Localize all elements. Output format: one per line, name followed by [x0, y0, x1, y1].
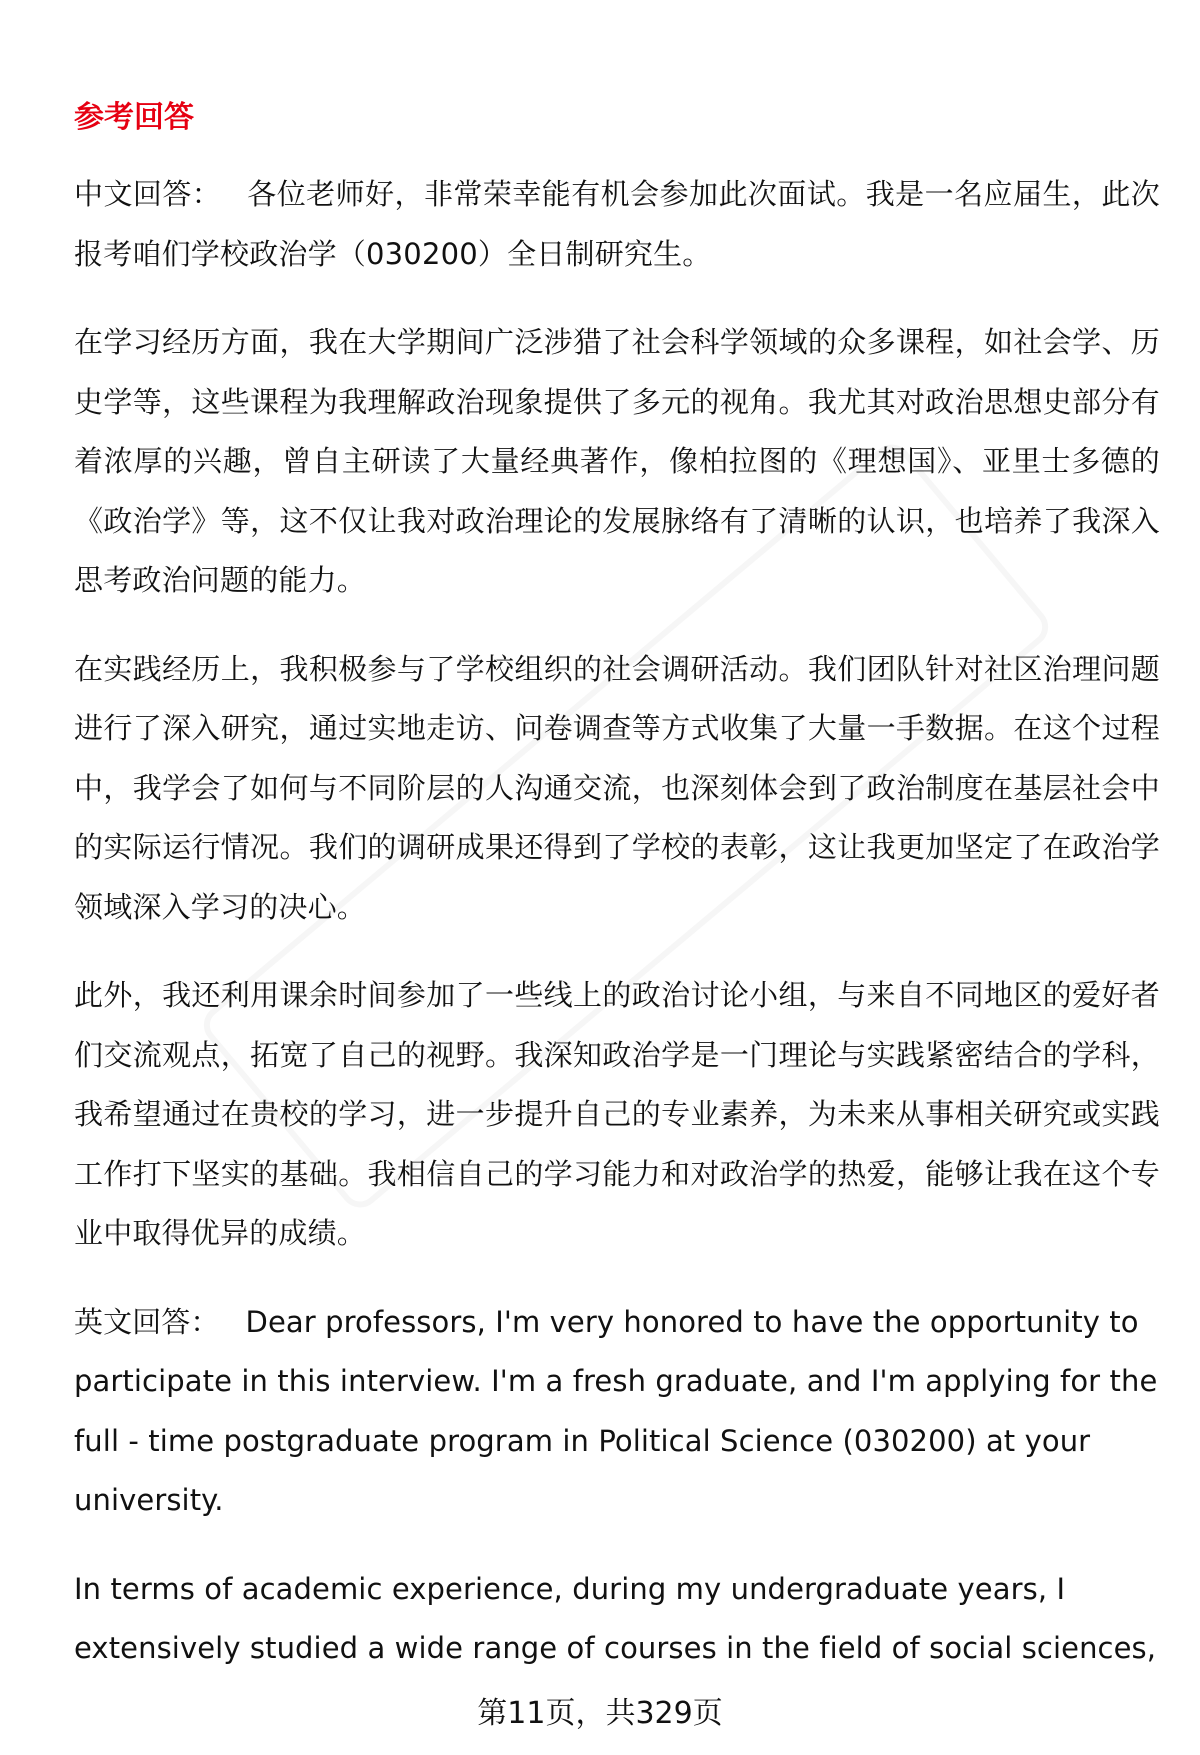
page-number-footer: 第11页，共329页: [477, 1696, 723, 1731]
paragraph-practical-experience: 在实践经历上，我积极参与了学校组织的社会调研活动。我们团队针对社区治理问题进行了深入研究，通过实地走访、问卷调查等方式收集了大量一手数据。在这个过程中，我学会了如何与不同阶层的人沟通交流，也深刻体会到了政治制度在基层社会中的实际运行情况。我们的调研成果还得到了学校的表彰，这让我更加坚定了在政治学领域深入学习的决心。: [74, 651, 1160, 924]
paragraph-chinese-intro: [74, 165, 1160, 284]
page-content: [74, 95, 1160, 1708]
chinese-intro-text: 各位老师好，非常荣幸能有机会参加此次面试。我是一名应届生，此次报考咱们学校政治学（030200）全日制研究生。: [74, 177, 1160, 271]
chinese-answer-label: 中文回答：: [74, 177, 222, 211]
english-intro-text: Dear professors, I'm very honored to have the opportunity to participate in this interview. I'm a fresh graduate, and I'm applying for the full - time postgraduate program in Political Science (030200) at your university.: [74, 1304, 1158, 1517]
paragraph-english-intro: [74, 1293, 1160, 1531]
paragraph-academic-experience: 在学习经历方面，我在大学期间广泛涉猎了社会科学领域的众多课程，如社会学、历史学等，这些课程为我理解政治现象提供了多元的视角。我尤其对政治思想史部分有着浓厚的兴趣，曾自主研读了大量经典著作，像柏拉图的《理想国》、亚里士多德的《政治学》等，这不仅让我对政治理论的发展脉络有了清晰的认识，也培养了我深入思考政治问题的能力。: [74, 325, 1160, 597]
paragraph-additional: 此外，我还利用课余时间参加了一些线上的政治讨论小组，与来自不同地区的爱好者们交流观点，拓宽了自己的视野。我深知政治学是一门理论与实践紧密结合的学科，我希望通过在贵校的学习，进一步提升自己的专业素养，为未来从事相关研究或实践工作打下坚实的基础。我相信自己的学习能力和对政治学的热爱，能够让我在这个专业中取得优异的成绩。: [74, 978, 1160, 1250]
english-answer-label: 英文回答：: [74, 1304, 220, 1339]
paragraph-english-academic: In terms of academic experience, during my undergraduate years, I extensively studied a wide range of courses in the field of social sciences,: [74, 1571, 1157, 1665]
section-heading: 参考回答: [74, 100, 194, 135]
